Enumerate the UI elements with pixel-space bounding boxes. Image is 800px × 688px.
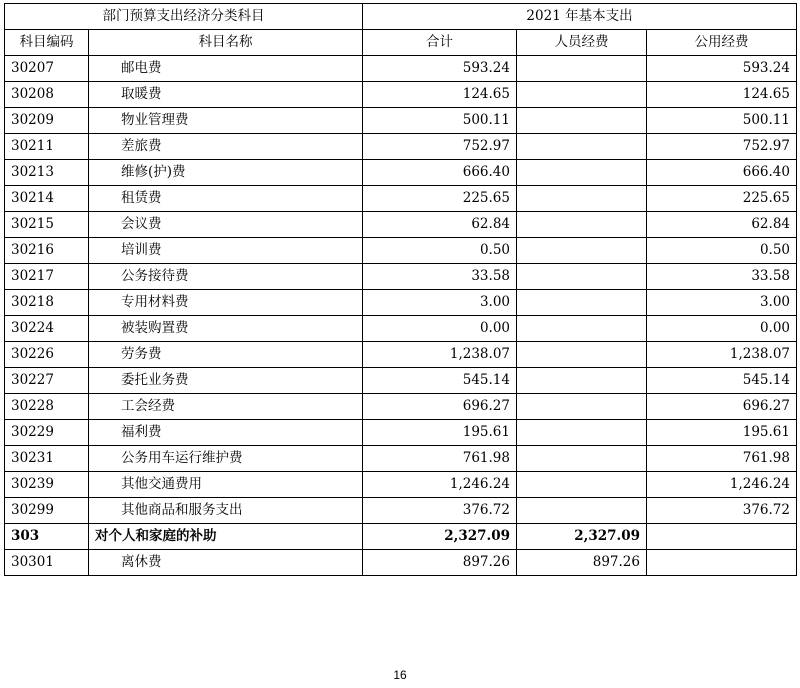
row-personnel: [517, 186, 647, 212]
row-code: 30231: [5, 446, 89, 472]
row-name: 公务接待费: [89, 264, 363, 290]
row-public: 593.24: [647, 56, 797, 82]
row-name: 对个人和家庭的补助: [89, 524, 363, 550]
table-row: [5, 264, 797, 290]
table-row: [5, 82, 797, 108]
row-public: 62.84: [647, 212, 797, 238]
row-total: 545.14: [363, 368, 517, 394]
table-row: [5, 472, 797, 498]
row-name: 取暖费: [89, 82, 363, 108]
row-total: 593.24: [363, 56, 517, 82]
table-row: [5, 316, 797, 342]
row-code: 30209: [5, 108, 89, 134]
table-row: [5, 524, 797, 550]
table-row: [5, 394, 797, 420]
table-row: [5, 186, 797, 212]
table-row: [5, 160, 797, 186]
row-code: 30216: [5, 238, 89, 264]
row-personnel: 2,327.09: [517, 524, 647, 550]
row-personnel: [517, 498, 647, 524]
table-row: [5, 342, 797, 368]
header-public: 公用经费: [647, 30, 797, 56]
row-personnel: [517, 446, 647, 472]
row-name: 邮电费: [89, 56, 363, 82]
row-name: 专用材料费: [89, 290, 363, 316]
header-group-row: [5, 4, 797, 30]
row-name: 福利费: [89, 420, 363, 446]
header-name: 科目名称: [89, 30, 363, 56]
table-row: [5, 420, 797, 446]
row-code: 303: [5, 524, 89, 550]
row-public: 195.61: [647, 420, 797, 446]
row-code: 30211: [5, 134, 89, 160]
row-name: 离休费: [89, 550, 363, 576]
row-total: 2,327.09: [363, 524, 517, 550]
row-public: 666.40: [647, 160, 797, 186]
header-code: 科目编码: [5, 30, 89, 56]
row-total: 897.26: [363, 550, 517, 576]
table-row: [5, 368, 797, 394]
table-row: [5, 212, 797, 238]
row-name: 工会经费: [89, 394, 363, 420]
row-personnel: [517, 160, 647, 186]
row-total: 3.00: [363, 290, 517, 316]
row-total: 752.97: [363, 134, 517, 160]
row-public: 545.14: [647, 368, 797, 394]
row-public: 1,246.24: [647, 472, 797, 498]
row-total: 500.11: [363, 108, 517, 134]
row-personnel: [517, 368, 647, 394]
table-body: [5, 56, 797, 576]
budget-table: [4, 3, 797, 576]
row-name: 会议费: [89, 212, 363, 238]
row-total: 1,238.07: [363, 342, 517, 368]
row-total: 62.84: [363, 212, 517, 238]
header-total: 合计: [363, 30, 517, 56]
row-code: 30218: [5, 290, 89, 316]
table-row: [5, 498, 797, 524]
row-personnel: [517, 342, 647, 368]
row-code: 30227: [5, 368, 89, 394]
row-name: 其他商品和服务支出: [89, 498, 363, 524]
row-total: 376.72: [363, 498, 517, 524]
row-name: 其他交通费用: [89, 472, 363, 498]
row-code: 30229: [5, 420, 89, 446]
row-total: 1,246.24: [363, 472, 517, 498]
table-row: [5, 238, 797, 264]
row-name: 租赁费: [89, 186, 363, 212]
row-public: 225.65: [647, 186, 797, 212]
row-name: 差旅费: [89, 134, 363, 160]
row-code: 30214: [5, 186, 89, 212]
row-public: 761.98: [647, 446, 797, 472]
row-code: 30299: [5, 498, 89, 524]
row-public: [647, 550, 797, 576]
row-public: 3.00: [647, 290, 797, 316]
row-code: 30215: [5, 212, 89, 238]
row-public: 752.97: [647, 134, 797, 160]
row-public: 1,238.07: [647, 342, 797, 368]
row-code: 30217: [5, 264, 89, 290]
row-total: 666.40: [363, 160, 517, 186]
page-number: 16: [393, 668, 407, 682]
row-code: 30301: [5, 550, 89, 576]
row-total: 761.98: [363, 446, 517, 472]
row-total: 33.58: [363, 264, 517, 290]
row-code: 30224: [5, 316, 89, 342]
row-personnel: [517, 472, 647, 498]
header-economic-classification: 部门预算支出经济分类科目: [5, 4, 363, 30]
row-code: 30208: [5, 82, 89, 108]
row-public: 500.11: [647, 108, 797, 134]
row-personnel: [517, 108, 647, 134]
row-name: 维修(护)费: [89, 160, 363, 186]
row-public: 0.50: [647, 238, 797, 264]
row-name: 委托业务费: [89, 368, 363, 394]
row-personnel: 897.26: [517, 550, 647, 576]
row-total: 0.50: [363, 238, 517, 264]
row-total: 195.61: [363, 420, 517, 446]
row-personnel: [517, 420, 647, 446]
header-basic-expenditure: 2021 年基本支出: [363, 4, 797, 30]
row-public: 33.58: [647, 264, 797, 290]
row-name: 培训费: [89, 238, 363, 264]
row-name: 被装购置费: [89, 316, 363, 342]
row-personnel: [517, 82, 647, 108]
table-row: [5, 290, 797, 316]
row-public: 124.65: [647, 82, 797, 108]
row-total: 225.65: [363, 186, 517, 212]
table-row: [5, 108, 797, 134]
row-name: 劳务费: [89, 342, 363, 368]
row-public: 0.00: [647, 316, 797, 342]
row-personnel: [517, 316, 647, 342]
table-row: [5, 550, 797, 576]
row-personnel: [517, 264, 647, 290]
row-code: 30228: [5, 394, 89, 420]
row-total: 696.27: [363, 394, 517, 420]
row-total: 124.65: [363, 82, 517, 108]
row-personnel: [517, 290, 647, 316]
header-personnel: 人员经费: [517, 30, 647, 56]
table-row: [5, 56, 797, 82]
row-code: 30207: [5, 56, 89, 82]
row-public: [647, 524, 797, 550]
row-personnel: [517, 238, 647, 264]
table-row: [5, 134, 797, 160]
row-code: 30226: [5, 342, 89, 368]
row-code: 30239: [5, 472, 89, 498]
row-total: 0.00: [363, 316, 517, 342]
row-personnel: [517, 56, 647, 82]
row-personnel: [517, 394, 647, 420]
row-code: 30213: [5, 160, 89, 186]
row-public: 696.27: [647, 394, 797, 420]
row-name: 物业管理费: [89, 108, 363, 134]
row-name: 公务用车运行维护费: [89, 446, 363, 472]
header-column-row: [5, 30, 797, 56]
row-personnel: [517, 212, 647, 238]
row-personnel: [517, 134, 647, 160]
row-public: 376.72: [647, 498, 797, 524]
table-row: [5, 446, 797, 472]
